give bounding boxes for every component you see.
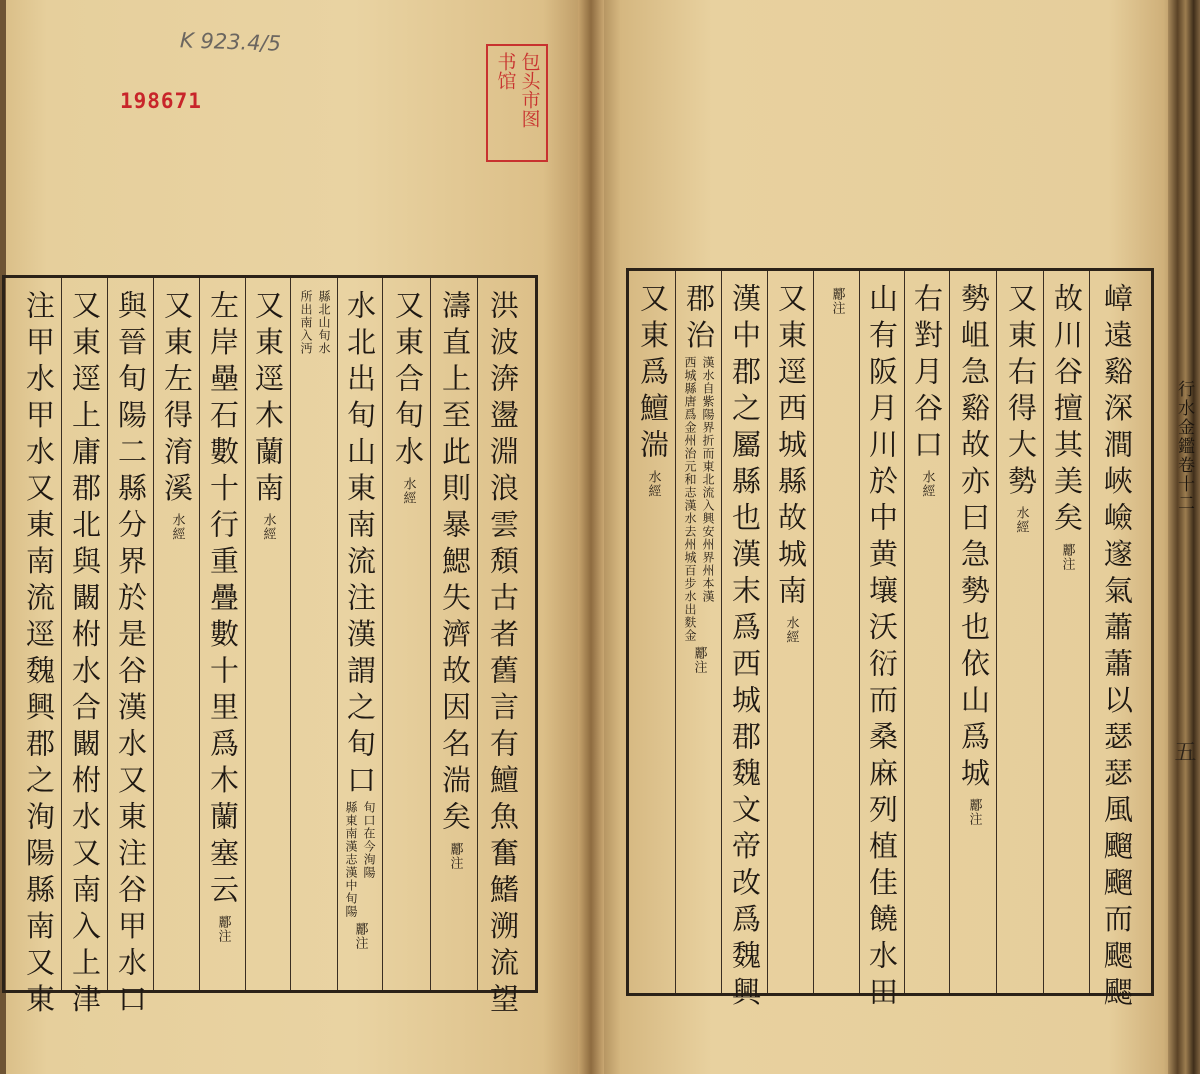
source-note: 水經 (919, 469, 935, 498)
stamp-col-2: 书馆 (494, 52, 517, 90)
source-note: 水經 (783, 615, 799, 644)
column-rule (813, 271, 814, 993)
text-column (157, 290, 197, 541)
column-text: 又東逕上庸郡北與闞柎水合闞柎水又南入上津 (68, 290, 102, 1020)
commentary-line: 西城縣唐爲金州治元和志漢水去州城百步水出麩金 (683, 356, 697, 642)
column-text: 濤直上至此則暴鰓失濟故因名湍矣 (438, 290, 472, 838)
column-rule (949, 271, 950, 993)
stamp-col-1: 包头市图 (518, 52, 541, 128)
library-number: 198671 (120, 89, 202, 113)
text-column (203, 290, 243, 943)
commentary-line: 縣北山旬水 (317, 290, 331, 355)
text-column (862, 283, 902, 1013)
commentary-line: 旬口在今洵陽 (362, 801, 376, 879)
text-column (633, 283, 673, 498)
text-column (295, 290, 335, 355)
text-column (483, 290, 523, 1020)
text-column (1001, 283, 1041, 534)
column-rule (290, 278, 291, 990)
right-text-frame (626, 268, 1154, 1013)
source-note: 水經 (260, 513, 276, 541)
column-text: 左岸壘石數十行重疊數十里爲木蘭塞云 (206, 290, 240, 911)
column-rule (477, 278, 478, 990)
source-note: 水經 (1013, 506, 1029, 534)
column-rule (904, 271, 905, 993)
column-rule (859, 271, 860, 993)
column-text: 又東右得大勢 (1004, 283, 1038, 502)
column-rule (245, 278, 246, 990)
commentary-note (298, 290, 332, 355)
text-column (771, 283, 811, 644)
source-note: 酈注 (352, 922, 368, 950)
shelf-mark: K 923.4/5 (179, 28, 282, 56)
commentary-note (682, 356, 716, 642)
source-note: 水經 (400, 476, 416, 505)
book-gutter (578, 0, 604, 1074)
text-column (725, 283, 765, 1013)
column-text: 漢中郡之屬縣也漢末爲西城郡魏文帝改爲魏興 (728, 283, 762, 1013)
text-column (435, 290, 475, 870)
text-column (1047, 283, 1087, 571)
column-rule (675, 271, 676, 993)
column-rule (199, 278, 200, 990)
column-text: 與晉旬陽二縣分界於是谷漢水又東注谷甲水口 (114, 290, 148, 1020)
text-column (111, 290, 151, 1020)
column-rule (382, 278, 383, 990)
column-text: 又東逕西城縣故城南 (774, 283, 808, 612)
column-text: 又東逕木蘭南 (251, 290, 285, 509)
text-column (248, 290, 288, 541)
column-rule (61, 278, 62, 990)
commentary-line: 縣東南漢志漢中旬陽 (344, 801, 358, 918)
column-rule (767, 271, 768, 993)
column-rule (107, 278, 108, 990)
source-note: 酈注 (215, 914, 231, 943)
text-column (65, 290, 105, 1020)
column-text: 又東合旬水 (391, 290, 425, 473)
column-text: 山有阪月川於中黄壤沃衍而桑麻列植佳饒水田 (865, 283, 899, 1013)
text-column (388, 290, 428, 505)
text-column (679, 283, 719, 674)
text-column (817, 283, 857, 315)
column-text: 郡治 (682, 283, 716, 356)
column-text: 又東左得淯溪 (160, 290, 194, 509)
column-rule (430, 278, 431, 990)
library-stamp (486, 44, 548, 162)
column-text: 又東爲鱣湍 (636, 283, 670, 466)
column-text: 嶂遠谿深澗峽嶮邃氣蕭蕭以瑟瑟風飀飀而颸颸 (1100, 283, 1134, 1013)
text-column (907, 283, 947, 498)
text-column (954, 283, 994, 826)
text-column (19, 290, 59, 1020)
column-rule (1089, 271, 1090, 993)
commentary-line: 漢水自紫陽界折而東北流入興安州界州本漢 (701, 356, 715, 603)
right-page-edge (1168, 0, 1200, 1074)
column-text: 水北出旬山東南流注漢謂之旬口 (343, 290, 377, 801)
commentary-note (343, 801, 377, 918)
column-text: 右對月谷口 (910, 283, 944, 466)
column-rule (996, 271, 997, 993)
source-note: 酈注 (691, 646, 707, 674)
source-note: 酈注 (447, 841, 463, 870)
running-head: 行水金鑑卷十二 (1174, 380, 1194, 513)
source-note: 酈注 (829, 287, 845, 315)
folio-number: 五 (1171, 740, 1196, 762)
commentary-line: 所出南入沔 (299, 290, 313, 355)
column-rule (1043, 271, 1044, 993)
column-rule (337, 278, 338, 990)
text-column (1097, 283, 1137, 1013)
source-note: 水經 (645, 469, 661, 498)
column-text: 故川谷擅其美矣 (1050, 283, 1084, 539)
column-text: 洪波渀盪淵浪雲頽古者舊言有鱣魚奮鰭溯流望 (486, 290, 520, 1020)
source-note: 水經 (169, 513, 185, 541)
source-note: 酈注 (1059, 542, 1075, 571)
source-note: 酈注 (966, 798, 982, 826)
column-text: 注甲水甲水又東南流逕魏興郡之洵陽縣南又東 (22, 290, 56, 1020)
column-rule (721, 271, 722, 993)
text-column (340, 290, 380, 950)
left-text-frame (2, 275, 538, 1020)
column-rule (153, 278, 154, 990)
column-text: 勢岨急谿故亦曰急勢也依山爲城 (957, 283, 991, 794)
